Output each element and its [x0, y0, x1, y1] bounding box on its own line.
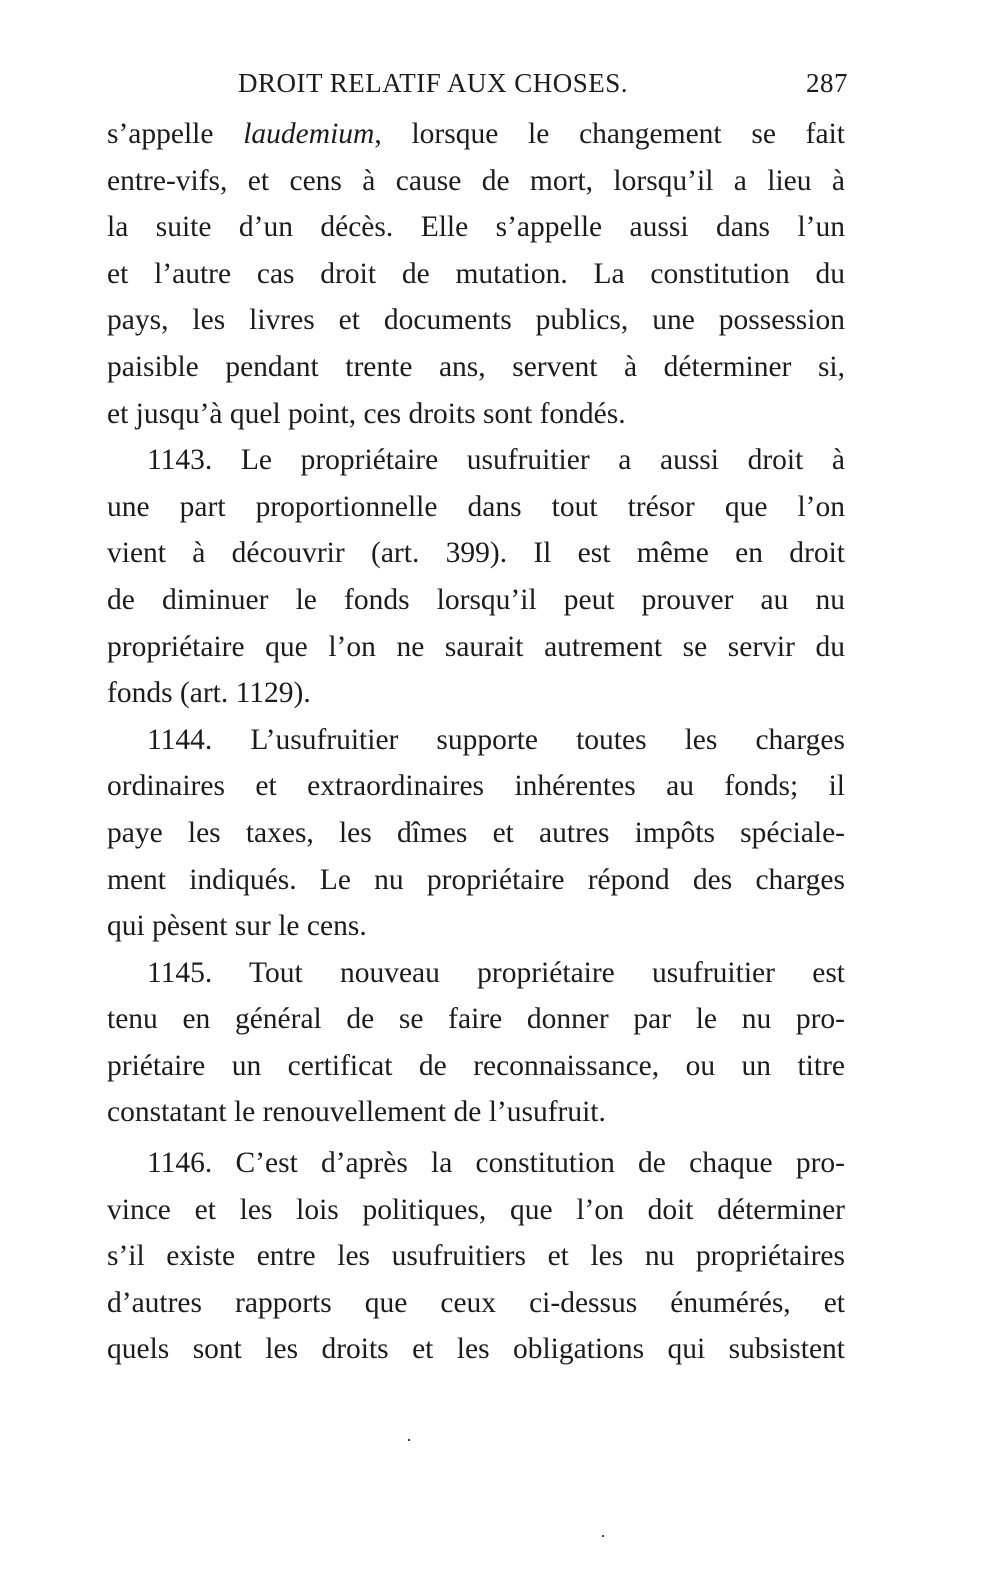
text-line: et jusqu’à quel point, ces droits sont fondés.: [107, 397, 626, 430]
text-line: vince et les lois politiques, que l’on doit déterminer: [107, 1193, 845, 1226]
text-line: ment indiqués. Le nu propriétaire répond des charges: [107, 863, 845, 896]
text-line: fonds (art. 1129).: [107, 677, 311, 710]
text-line: entre-vifs, et cens à cause de mort, lorsqu’il a lieu à: [107, 164, 845, 197]
text-line: priétaire un certificat de reconnaissance, ou un titre: [107, 1049, 845, 1082]
page-body: [107, 111, 845, 1373]
text-line: une part proportionnelle dans tout trésor que l’on: [107, 490, 845, 523]
text-line: et l’autre cas droit de mutation. La constitution du: [107, 257, 845, 290]
page-number: 287: [806, 68, 848, 98]
paragraph-1146: [107, 1140, 845, 1373]
text-line: tenu en général de se faire donner par le nu pro-: [107, 1003, 845, 1036]
ink-speck: ·: [600, 1526, 606, 1546]
paragraph-1145: [107, 950, 845, 1136]
italic-term: laudemium: [243, 118, 375, 150]
text-line: constatant le renouvellement de l’usufruit.: [107, 1096, 606, 1129]
text-line: propriétaire que l’on ne saurait autrement se servir du: [107, 630, 845, 663]
text-line: ordinaires et extraordinaires inhérentes au fonds; il: [107, 770, 845, 803]
text-line: 1143. Le propriétaire usufruitier a aussi droit à: [147, 444, 845, 477]
paragraph-1144: [107, 717, 845, 950]
text-line: de diminuer le fonds lorsqu’il peut prouver au nu: [107, 583, 845, 616]
text-line: 1144. L’usufruitier supporte toutes les charges: [147, 723, 845, 756]
running-header: [238, 68, 848, 108]
text-line: d’autres rapports que ceux ci-dessus énumérés, et: [107, 1286, 845, 1319]
text-line: paye les taxes, les dîmes et autres impôts spéciale-: [107, 816, 845, 849]
text-line: pays, les livres et documents publics, une possession: [107, 304, 845, 337]
text-line: la suite d’un décès. Elle s’appelle aussi dans l’un: [107, 211, 845, 244]
ink-speck: ·: [406, 1430, 412, 1450]
paragraph-1143: [107, 437, 845, 717]
text-line: qui pèsent sur le cens.: [107, 910, 367, 943]
text-line: vient à découvrir (art. 399). Il est même en droit: [107, 537, 845, 570]
text-line: quels sont les droits et les obligations qui subsistent: [107, 1333, 845, 1366]
text-line: paisible pendant trente ans, servent à déterminer si,: [107, 350, 845, 383]
text-line: s’il existe entre les usufruitiers et les nu propriétaires: [107, 1240, 845, 1273]
paragraph: [107, 111, 845, 437]
text-line: s’appelle laudemium, lorsque le changement se fait: [107, 118, 845, 150]
running-title: DROIT RELATIF AUX CHOSES.: [238, 68, 629, 98]
text-line: 1146. C’est d’après la constitution de chaque pro-: [147, 1147, 845, 1180]
text-line: 1145. Tout nouveau propriétaire usufruitier est: [147, 956, 845, 989]
